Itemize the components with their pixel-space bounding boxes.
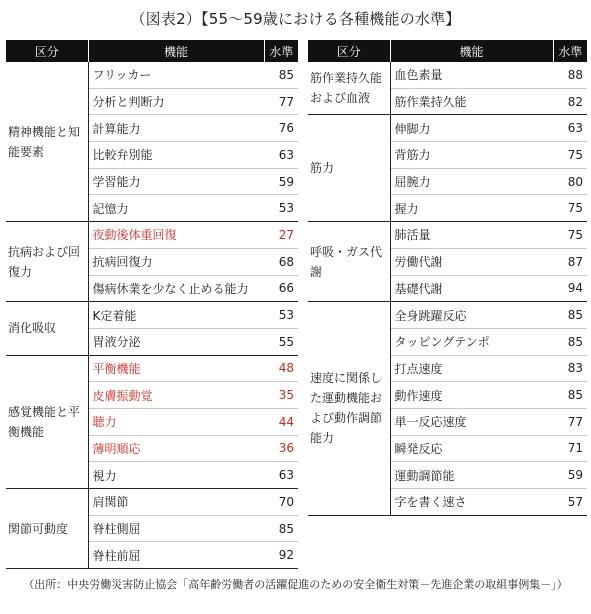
category-cell: 速度に関係した運動機能および動作調節能力 — [308, 302, 390, 516]
function-name-cell: 血色素量 — [390, 62, 553, 88]
function-name-cell: 握力 — [390, 195, 553, 222]
page-title: （図表2）【55～59歳における各種機能の水準】 — [130, 10, 461, 28]
function-name-cell: 胃液分泌 — [88, 328, 264, 355]
level-value-cell: 75 — [553, 222, 587, 249]
level-value-cell: 57 — [553, 489, 587, 516]
category-cell: 消化吸収 — [6, 302, 88, 355]
function-name-cell: 脊柱前屈 — [88, 542, 264, 569]
function-name-cell: 聴力 — [88, 408, 264, 435]
function-name-cell: 脊柱側屈 — [88, 515, 264, 542]
level-value-cell: 87 — [553, 248, 587, 275]
function-name-cell: 夜動後体重回復 — [88, 222, 264, 249]
level-value-cell: 48 — [264, 355, 298, 382]
level-value-cell: 70 — [264, 489, 298, 516]
level-value-cell: 85 — [553, 382, 587, 409]
function-name-cell: 平衡機能 — [88, 355, 264, 382]
level-value-cell: 94 — [553, 275, 587, 302]
level-value-cell: 82 — [553, 88, 587, 115]
table-row — [6, 355, 298, 382]
table-header-row — [6, 40, 298, 62]
table-row — [6, 222, 298, 249]
function-name-cell: 運動調節能 — [390, 462, 553, 489]
table-row — [6, 302, 298, 329]
level-value-cell: 85 — [264, 62, 298, 88]
function-name-cell: タッピングテンポ — [390, 328, 553, 355]
category-cell: 抗病および回復力 — [6, 222, 88, 302]
table-header-row — [308, 40, 587, 62]
functions-table-right — [308, 40, 587, 516]
column-header-category: 区分 — [6, 40, 88, 62]
level-value-cell: 77 — [553, 408, 587, 435]
level-value-cell: 92 — [264, 542, 298, 569]
column-header-level: 水準 — [264, 40, 298, 62]
source-note: （出所：中央労働災害防止協会「高年齢労働者の活躍促進のための安全衛生対策－先進企業の取組事例集－」） — [23, 578, 568, 591]
level-value-cell: 63 — [553, 115, 587, 142]
category-cell: 筋作業持久能および血液 — [308, 62, 390, 115]
table-row — [308, 222, 587, 249]
level-value-cell: 59 — [553, 462, 587, 489]
column-header-category: 区分 — [308, 40, 390, 62]
function-name-cell: 分析と判断力 — [88, 88, 264, 115]
category-cell: 呼吸・ガス代謝 — [308, 222, 390, 302]
level-value-cell: 66 — [264, 275, 298, 302]
level-value-cell: 63 — [264, 462, 298, 489]
column-header-function: 機能 — [88, 40, 264, 62]
function-name-cell: 視力 — [88, 462, 264, 489]
level-value-cell: 27 — [264, 222, 298, 249]
function-name-cell: 打点速度 — [390, 355, 553, 382]
column-header-function: 機能 — [390, 40, 553, 62]
function-name-cell: 屈腕力 — [390, 168, 553, 195]
function-name-cell: 全身跳躍反応 — [390, 302, 553, 329]
level-value-cell: 53 — [264, 302, 298, 329]
level-value-cell: 63 — [264, 142, 298, 169]
level-value-cell: 85 — [553, 302, 587, 329]
function-name-cell: 伸脚力 — [390, 115, 553, 142]
function-name-cell: 字を書く速さ — [390, 489, 553, 516]
function-name-cell: 背筋力 — [390, 142, 553, 169]
level-value-cell: 77 — [264, 88, 298, 115]
category-cell: 関節可動度 — [6, 489, 88, 569]
level-value-cell: 75 — [553, 142, 587, 169]
level-value-cell: 59 — [264, 168, 298, 195]
function-name-cell: 筋作業持久能 — [390, 88, 553, 115]
level-value-cell: 55 — [264, 328, 298, 355]
level-value-cell: 35 — [264, 382, 298, 409]
level-value-cell: 71 — [553, 435, 587, 462]
level-value-cell: 85 — [264, 515, 298, 542]
function-name-cell: 労働代謝 — [390, 248, 553, 275]
level-value-cell: 85 — [553, 328, 587, 355]
function-name-cell: 薄明順応 — [88, 435, 264, 462]
table-row — [308, 62, 587, 88]
function-name-cell: 動作速度 — [390, 382, 553, 409]
table-row — [308, 115, 587, 142]
function-name-cell: フリッカー — [88, 62, 264, 88]
functions-table-left — [6, 40, 298, 569]
column-header-level: 水準 — [553, 40, 587, 62]
level-value-cell: 76 — [264, 115, 298, 142]
level-value-cell: 68 — [264, 248, 298, 275]
function-name-cell: 瞬発反応 — [390, 435, 553, 462]
level-value-cell: 36 — [264, 435, 298, 462]
function-name-cell: 学習能力 — [88, 168, 264, 195]
level-value-cell: 83 — [553, 355, 587, 382]
table-row — [308, 302, 587, 329]
category-cell: 感覚機能と平衡機能 — [6, 355, 88, 488]
function-name-cell: 抗病回復力 — [88, 248, 264, 275]
function-name-cell: 比較弁別能 — [88, 142, 264, 169]
function-name-cell: 肩関節 — [88, 489, 264, 516]
function-name-cell: 記憶力 — [88, 195, 264, 222]
category-cell: 筋力 — [308, 115, 390, 222]
function-name-cell: 計算能力 — [88, 115, 264, 142]
table-row — [6, 62, 298, 88]
function-name-cell: 肺活量 — [390, 222, 553, 249]
function-name-cell: 皮膚振動覚 — [88, 382, 264, 409]
function-name-cell: 傷病休業を少なく止める能力 — [88, 275, 264, 302]
function-name-cell: 単一反応速度 — [390, 408, 553, 435]
level-value-cell: 80 — [553, 168, 587, 195]
category-cell: 精神機能と知能要素 — [6, 62, 88, 222]
level-value-cell: 75 — [553, 195, 587, 222]
function-name-cell: K定着能 — [88, 302, 264, 329]
level-value-cell: 88 — [553, 62, 587, 88]
function-name-cell: 基礎代謝 — [390, 275, 553, 302]
table-row — [6, 489, 298, 516]
level-value-cell: 53 — [264, 195, 298, 222]
level-value-cell: 44 — [264, 408, 298, 435]
